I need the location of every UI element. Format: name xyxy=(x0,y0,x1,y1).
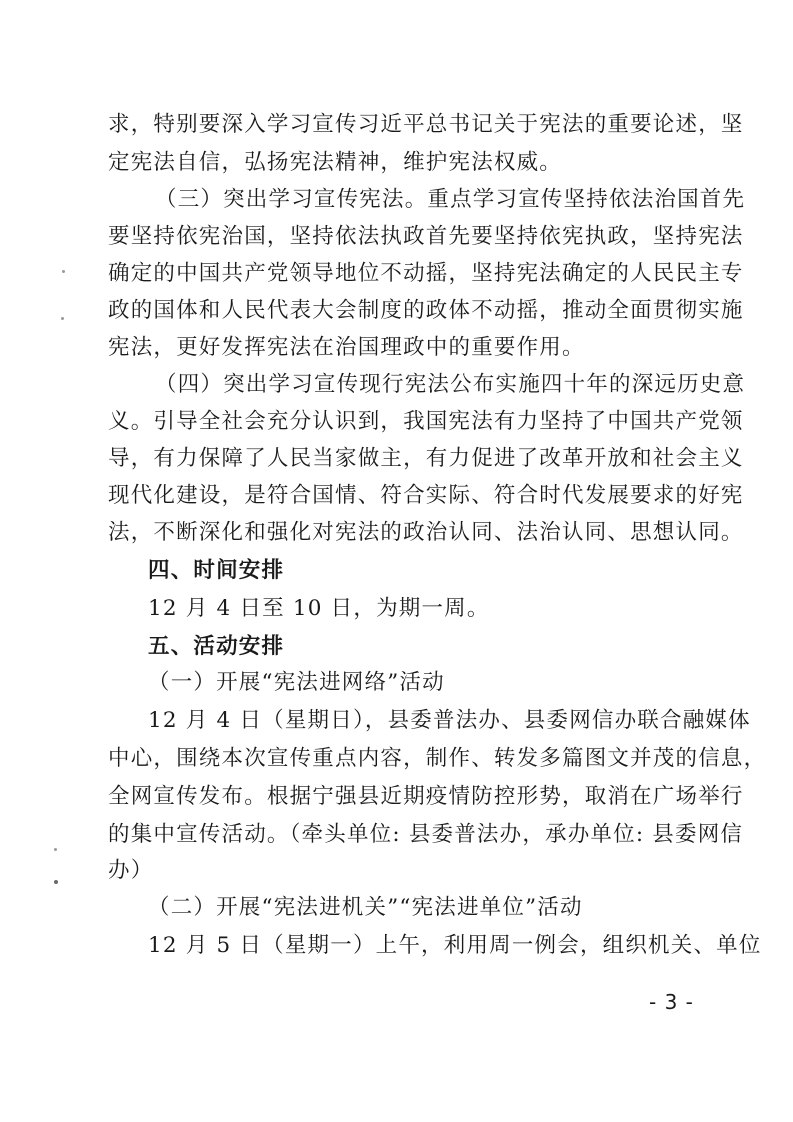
text-line: 宪法，更好发挥宪法在治国理政中的重要作用。 xyxy=(108,335,585,360)
text-line: （四）突出学习宣传现行宪法公布实施四十年的深远历史意 xyxy=(155,372,746,397)
scan-speck xyxy=(54,880,58,884)
subsection-heading: （二）开展“宪法进机关”“宪法进单位”活动 xyxy=(148,895,583,920)
text-line: 12 月 4 日（星期日），县委普法办、县委网信办联合融媒体 xyxy=(148,708,751,733)
text-line: 中心，围绕本次宣传重点内容，制作、转发多篇图文并茂的信息， xyxy=(108,746,767,771)
text-line: 确定的中国共产党领导地位不动摇，坚持宪法确定的人民民主专 xyxy=(108,261,744,286)
section-heading: 四、时间安排 xyxy=(148,558,285,583)
scan-speck xyxy=(61,317,64,320)
text-line: （三）突出学习宣传宪法。重点学习宣传坚持依法治国首先 xyxy=(155,187,746,212)
text-line: 12 月 5 日（星期一）上午，利用周一例会，组织机关、单位 xyxy=(148,933,762,958)
scan-speck xyxy=(62,270,65,273)
text-line: 政的国体和人民代表大会制度的政体不动摇，推动全面贯彻实施 xyxy=(108,298,744,323)
text-line: 12 月 4 日至 10 日，为期一周。 xyxy=(148,596,490,621)
text-line: 法，不断深化和强化对宪法的政治认同、法治认同、思想认同。 xyxy=(108,520,744,545)
text-line: 义。引导全社会充分认识到，我国宪法有力坚持了中国共产党领 xyxy=(108,409,744,434)
page-number: - 3 - xyxy=(649,990,694,1014)
subsection-heading: （一）开展“宪法进网络”活动 xyxy=(148,670,445,695)
text-line: 全网宣传发布。根据宁强县近期疫情防控形势，取消在广场举行 xyxy=(108,784,744,809)
section-heading: 五、活动安排 xyxy=(148,634,285,659)
scan-speck xyxy=(54,848,57,851)
text-line: 求，特别要深入学习宣传习近平总书记关于宪法的重要论述，坚 xyxy=(108,112,744,137)
text-line: 办） xyxy=(108,858,154,883)
text-line: 定宪法自信，弘扬宪法精神，维护宪法权威。 xyxy=(108,150,563,175)
text-line: 的集中宣传活动。（牵头单位: 县委普法办，承办单位: 县委网信 xyxy=(108,822,744,847)
text-line: 要坚持依宪治国，坚持依法执政首先要坚持依宪执政，坚持宪法 xyxy=(108,224,744,249)
text-line: 现代化建设，是符合国情、符合实际、符合时代发展要求的好宪 xyxy=(108,483,744,508)
text-line: 导，有力保障了人民当家做主，有力促进了改革开放和社会主义 xyxy=(108,446,744,471)
